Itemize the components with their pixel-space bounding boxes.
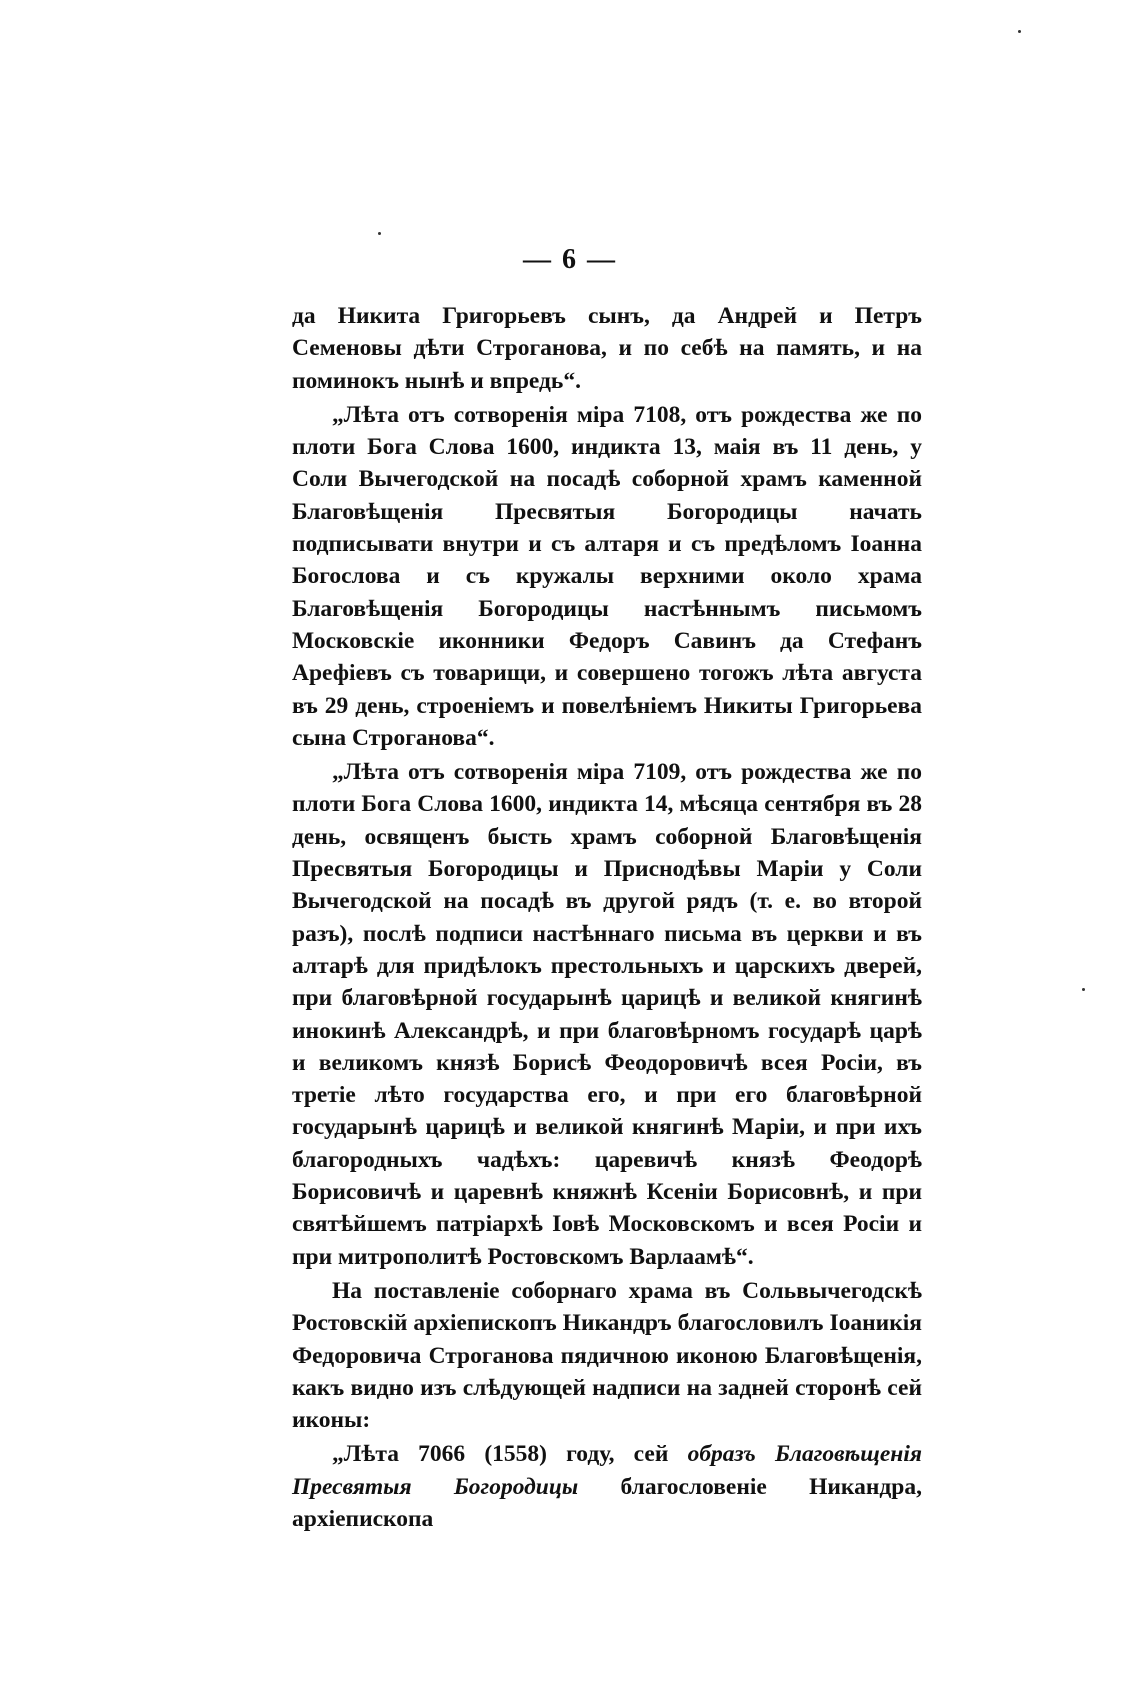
paragraph-inscription-7108: „Лѣта отъ сотворенія міра 7108, отъ рождества же по плоти Бога Слова 1600, индикта 13, маія въ 11 день, у Соли Вычегодской на посадѣ соборной храмъ каменной Благовѣщенія Пресвятыя Богородицы начать подписывати внутри и съ алтаря и съ предѣломъ Іоанна Богослова и съ кружалы верхними около храма Благовѣщенія Богородицы настѣннымъ письмомъ Московскіе иконники Федоръ Савинъ да Стефанъ Арефіевъ съ товарищи, и совершено тогожъ лѣта августа въ 29 день, строеніемъ и повелѣніемъ Никиты Григорьева сына Строганова“.	[292, 401, 922, 751]
inscription-7066-icon-title: образъ Благовѣщенія Пресвятыя Богородицы	[292, 1441, 922, 1500]
paragraph-continuation: да Никита Григорьевъ сынъ, да Андрей и Петръ Семеновы дѣти Строганова, и по себѣ на память, и на поминокъ нынѣ и впредь“.	[292, 303, 922, 394]
paragraph-inscription-7066	[292, 1438, 922, 1535]
inscription-7066-end: благословеніе Никандра, архіепископа	[292, 1473, 922, 1532]
scan-speck	[378, 232, 381, 235]
inscription-7066-start: „Лѣта 7066 (1558) году, сей	[332, 1441, 688, 1468]
body-text	[292, 300, 922, 1535]
paragraph-inscription-7109: „Лѣта отъ сотворенія міра 7109, отъ рождества же по плоти Бога Слова 1600, индикта 14, мѣсяца сентября въ 28 день, освященъ бысть храмъ соборной Благовѣщенія Пресвятыя Богородицы и Приснодѣвы Маріи у Соли Вычегодской на посадѣ въ другой рядъ (т. е. во второй разъ), послѣ подписи настѣннаго письма въ церкви и въ алтарѣ для придѣлокъ престольныхъ и царскихъ дверей, при благовѣрной государынѣ царицѣ и великой княгинѣ инокинѣ Александрѣ, и при благовѣрномъ государѣ царѣ и великомъ князѣ Борисѣ Феодоровичѣ всея Росіи, въ третіе лѣто государства его, и при его благовѣрной государынѣ царицѣ и великой княгинѣ Маріи, и при ихъ благородныхъ чадѣхъ: царевичѣ князѣ Феодорѣ Борисовичѣ и царевнѣ княжнѣ Ксеніи Борисовнѣ, и при святѣйшемъ патріархѣ Іовѣ Московскомъ и всея Росіи и при митрополитѣ Ростовскомъ Варлаамѣ“.	[292, 759, 922, 1270]
page-number: — 6 —	[523, 244, 617, 275]
scan-speck	[1082, 988, 1085, 991]
paragraph-archbishop-blessing: На поставленіе соборнаго храма въ Сольвычегодскѣ Ростовскій архіепископъ Никандръ благословилъ Іоаникія Федоровича Строганова пядичною иконою Благовѣщенія, какъ видно изъ слѣдующей надписи на задней сторонѣ сей иконы:	[292, 1277, 922, 1434]
scan-speck	[1018, 30, 1021, 33]
